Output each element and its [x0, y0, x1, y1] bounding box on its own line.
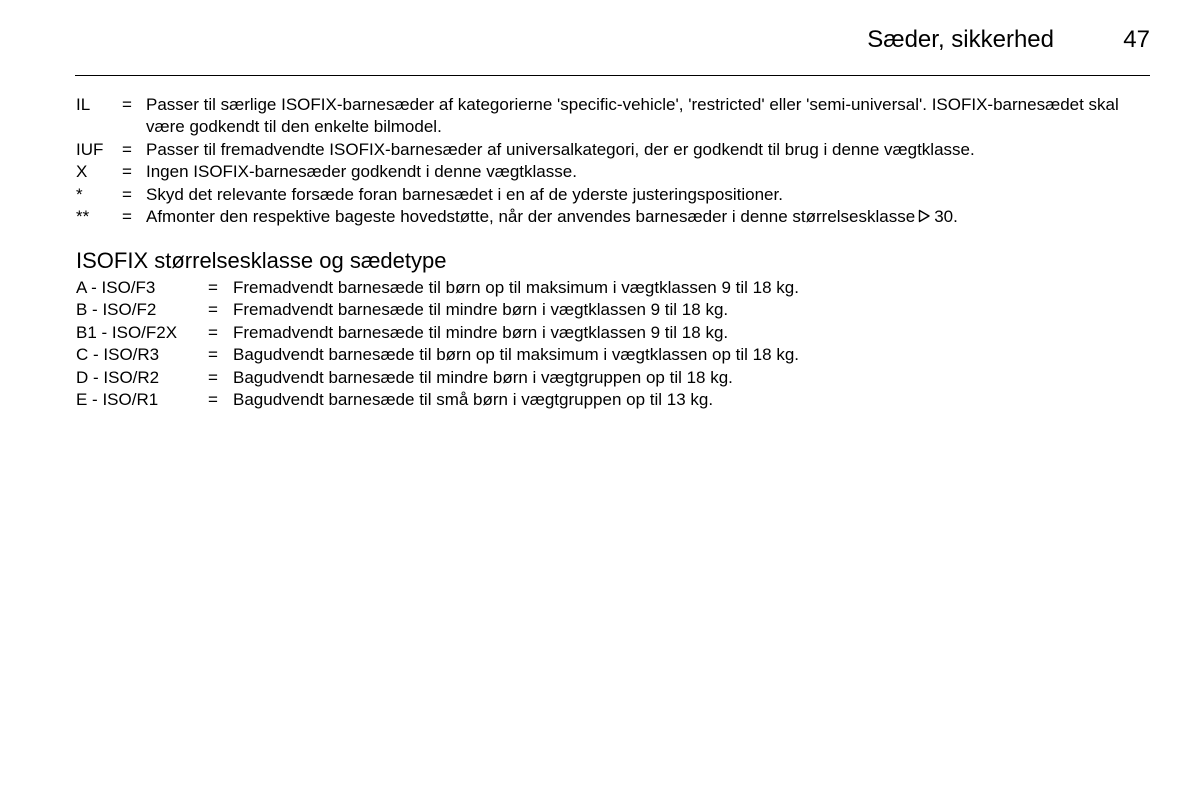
- size-equals-sign: =: [208, 345, 218, 365]
- size-class-description: Bagudvendt barnesæde til børn op til maksimum i vægtklassen op til 18 kg.: [233, 345, 799, 365]
- size-class-code: E - ISO/R1: [76, 390, 159, 410]
- size-class-item-e: [76, 389, 1150, 411]
- size-class-description: Bagudvendt barnesæde til små børn i vægtgruppen op til 13 kg.: [233, 390, 714, 410]
- section-heading: ISOFIX størrelsesklasse og sædetype: [76, 248, 447, 273]
- size-class-code: C - ISO/R3: [76, 345, 160, 365]
- legend-equals-sign: =: [122, 184, 132, 204]
- size-class-list: [76, 277, 1150, 411]
- page-header: [75, 22, 1150, 60]
- page-number: 47: [1123, 26, 1150, 53]
- legend-code: *: [76, 184, 83, 204]
- size-class-item-d: [76, 367, 1150, 389]
- size-class-code: D - ISO/R2: [76, 367, 160, 387]
- size-class-code: B1 - ISO/F2X: [76, 322, 178, 342]
- page-title: Sæder, sikkerhed: [867, 26, 1054, 53]
- legend-list: [76, 94, 1150, 228]
- size-class-description: Fremadvendt barnesæde til mindre børn i vægtklassen 9 til 18 kg.: [233, 322, 729, 342]
- size-equals-sign: =: [208, 278, 218, 297]
- legend-code: IUF: [76, 139, 104, 159]
- legend-description: Afmonter den respektive bageste hovedstøtte, når der anvendes barnesæder i denne størrelsesklasse: [146, 207, 916, 227]
- legend-code: **: [76, 207, 90, 227]
- legend-description: Ingen ISOFIX-barnesæder godkendt i denne vægtklasse.: [146, 162, 577, 182]
- legend-description: Passer til særlige ISOFIX-barnesæder af kategorierne 'specific-vehicle', 'restricted' eller 'semi-universal'. ISOFIX-barnesædet skal være godkendt til den enkelte bilmodel.: [146, 95, 1119, 137]
- size-class-description: Fremadvendt barnesæde til mindre børn i vægtklassen 9 til 18 kg.: [233, 300, 729, 320]
- legend-description: Passer til fremadvendte ISOFIX-barnesæder af universalkategori, der er godkendt til brug i denne vægtklasse.: [146, 139, 975, 159]
- size-equals-sign: =: [208, 300, 218, 320]
- legend-code: X: [76, 162, 88, 182]
- legend-code: IL: [76, 95, 91, 114]
- legend-equals-sign: =: [122, 162, 132, 182]
- size-class-code: A - ISO/F3: [76, 278, 156, 297]
- page-reference-arrow-icon[interactable]: [917, 209, 931, 223]
- legend-item-asterisk: [76, 184, 1150, 206]
- size-class-description: Bagudvendt barnesæde til mindre børn i vægtgruppen op til 18 kg.: [233, 367, 733, 387]
- size-equals-sign: =: [208, 390, 218, 410]
- size-equals-sign: =: [208, 322, 218, 342]
- size-class-description: Fremadvendt barnesæde til børn op til maksimum i vægtklassen 9 til 18 kg.: [233, 278, 799, 297]
- size-equals-sign: =: [208, 367, 218, 387]
- legend-equals-sign: =: [122, 95, 132, 114]
- size-class-item-b: [76, 299, 1150, 321]
- legend-item-x: [76, 161, 1150, 183]
- legend-item-double-asterisk: [76, 206, 1150, 228]
- size-class-item-b1: [76, 322, 1150, 344]
- legend-equals-sign: =: [122, 139, 132, 159]
- size-class-item-a: [76, 277, 1150, 299]
- size-class-item-c: [76, 344, 1150, 366]
- legend-equals-sign: =: [122, 207, 132, 227]
- legend-description: Skyd det relevante forsæde foran barnesædet i en af de yderste justeringspositioner.: [146, 184, 783, 204]
- legend-description-with-reference: [146, 206, 1150, 228]
- legend-item-iuf: [76, 139, 1150, 161]
- header-divider: [75, 75, 1150, 76]
- legend-item-il: [76, 94, 1150, 139]
- reference-page-link[interactable]: 30.: [934, 207, 958, 227]
- size-class-code: B - ISO/F2: [76, 300, 157, 320]
